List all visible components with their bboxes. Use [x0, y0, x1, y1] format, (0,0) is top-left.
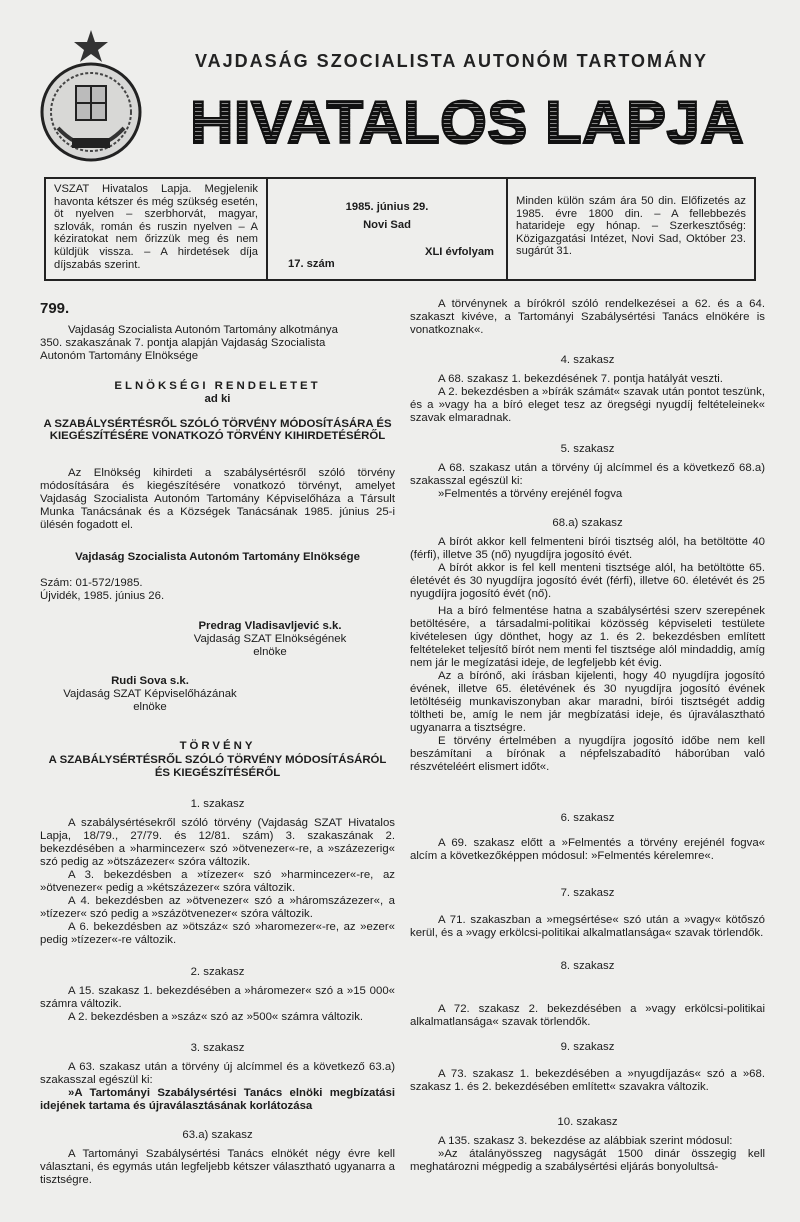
- section-paragraph: »A Tartományi Szabálysértési Tanács elnöki megbízatási idejének tartama és újraválasztásának korlátozása: [40, 1087, 395, 1112]
- section-8: [410, 960, 765, 1029]
- section-paragraph: E törvény értelmében a nyugdíjra jogosító időbe nem kell beszámítani a bírónak a népfelszabadító háborúban való részvételéért elismert időt«.: [410, 735, 765, 773]
- section-3: [40, 1042, 395, 1113]
- section-paragraph: A 2. bekezdésben a »bírák számát« szavak után pontot teszünk, és a »vagy ha a bíró eleget tesz az öregségi nyugdíj feltételeinek« szavak elmaradnak.: [410, 386, 765, 424]
- section-10: [410, 1116, 765, 1174]
- section-paragraph: A 73. szakasz 1. bekezdésében a »nyugdíjazás« szó a »68. szakasz 1. és 2. bekezdésében említett« szavakra változik.: [410, 1068, 765, 1093]
- coat-of-arms-emblem: [38, 28, 144, 164]
- section-heading: 63.a) szakasz: [182, 1129, 253, 1141]
- intro-paragraph: Vajdaság Szocialista Autonóm Tartomány alkotmánya 350. szakaszának 7. pontja alapján Vajdaság Szocialista Autonóm Tartomány Elnöksége: [40, 324, 338, 362]
- reference-number: Szám: 01-572/1985.: [40, 577, 143, 589]
- subscription-notice: Minden külön szám ára 50 din. Előfizetés az 1985. évre 1800 din. – A fellebbezés hatarideje egy hónap. – Szerkesztőség: Közigazgatási Intézet, Novi Sad, Október 23. sugárút 31.: [516, 195, 746, 258]
- section-paragraph: A 2. bekezdésben a »száz« szó az »500« számra változik.: [68, 1011, 364, 1023]
- section-4: [410, 354, 765, 425]
- reference-place-date: Újvidék, 1985. június 26.: [40, 590, 165, 602]
- section-7: [410, 887, 765, 940]
- section-paragraph: A 63. szakasz után a törvény új alcímmel és a következő 63.a) szakasszal egészül ki:: [40, 1061, 395, 1086]
- section-paragraph: A 72. szakasz 2. bekezdésében a »vagy erkölcsi-politikai alkalmatlansága« szavak törlendők.: [410, 1003, 765, 1028]
- section-1: [40, 798, 395, 947]
- section-paragraph: A 4. bekezdésben az »ötvenezer« szó a »háromszázezer«, a »tízezer« szó pedig a »százötvenezer« szóra változik.: [40, 895, 395, 920]
- section-heading: 1. szakasz: [190, 798, 245, 810]
- act-number: 799.: [40, 300, 70, 317]
- section-68a: [410, 517, 765, 774]
- section-heading: 2. szakasz: [190, 966, 245, 978]
- issue-date: 1985. június 29.: [345, 201, 429, 213]
- section-paragraph: A bírót akkor is fel kell menteni tisztsége alól, ha betöltötte 65. életévét és 30 nyugdíjra jogosító évét (férfi), illetve 60. életévét és 25 nyugdíjra jogosító évét (nő).: [410, 562, 765, 600]
- section-paragraph: A Tartományi Szabálysértési Tanács elnökét négy évre kell választani, és egymás után legfeljebb kétszer választható ugyanarra a tisztségre.: [40, 1148, 395, 1186]
- section-paragraph: A 3. bekezdésben a »tízezer« szó »harmincezer«-re, az »ötvenezer« pedig a »kétszázezer« szóra változik.: [40, 869, 395, 894]
- section-heading: 10. szakasz: [557, 1116, 618, 1128]
- section-6: [410, 812, 765, 863]
- section-paragraph: Ha a bíró felmentése hatna a szabálysértési szerv szerepének betöltésére, a társadalmi-politikai közösség képviseleti testülete kivételesen úgy dönthet, hogy az 1. és 2. bekezdésben említett feltételeket teljesítő bírót nem menti fel tisztsége alól mindaddig, amíg nem jár le megízatási ideje, de legfeljebb két évig.: [410, 605, 765, 669]
- publication-info-box: [44, 177, 756, 281]
- signatory-name: Rudi Sova s.k.: [111, 675, 189, 687]
- section-paragraph: A 68. szakasz után a törvény új alcímmel és a következő 68.a) szakasszal egészül ki:: [410, 462, 765, 487]
- section-paragraph: A 69. szakasz előtt a »Felmentés a törvény erejénél fogva« alcím a következőképpen módosul: »Felmentés kérelemre«.: [410, 837, 765, 862]
- section-63a: [40, 1129, 395, 1187]
- section-paragraph: A 6. bekezdésben az »ötszáz« szó »haromezer«-re, az »ezer« pedig »tízezer«-re változik.: [40, 921, 395, 946]
- law-title: A SZABÁLYSÉRTÉSRŐL SZÓLÓ TÖRVÉNY MÓDOSÍTÁSÁRÓL ÉS KIEGÉSZÍTÉSÉRŐL: [48, 754, 387, 779]
- section-heading: 4. szakasz: [560, 354, 615, 366]
- section-5: [410, 443, 765, 501]
- decree-title: A SZABÁLYSÉRTÉSRŐL SZÓLÓ TÖRVÉNY MÓDOSÍTÁSÁRA ÉS KIEGÉSZÍTÉSÉRE VONATKOZÓ TÖRVÉNY KIHIRDETÉSÉRŐL: [43, 418, 392, 442]
- signatory-role: Vajdaság SZAT Képviselőházának: [63, 688, 237, 700]
- promulgation-paragraph: Az Elnökség kihirdeti a szabálysértésről szóló törvény módosítására és kiegészítésére vonatkozó törvényt, amelyet Vajdaság Szocialista Autonóm Tartomány Képviselőháza a Társult Munka Tanácsának és a Községek Tanácsának 1985. június 25-i ülésén fogadott el.: [40, 467, 395, 531]
- section-paragraph: A bírót akkor kell felmenteni bírói tisztség alól, ha betöltötte 40 (férfi), illetve 35 (nő) nyugdíjra jogosító évét.: [410, 536, 765, 561]
- decree-subheading: ad ki: [204, 393, 231, 405]
- decree-heading: ELNÖKSÉGI RENDELETET: [114, 380, 321, 392]
- signatory-title: elnöke: [253, 646, 287, 658]
- section-heading: 7. szakasz: [560, 887, 615, 899]
- signatory-title: elnöke: [133, 701, 167, 713]
- masthead-title: HIVATALOS LAPJA: [190, 80, 760, 166]
- section-paragraph: Az a bírónő, aki írásban kijelenti, hogy 40 nyugdíjra jogosító évének, illetve 65. életévének és 30 nyugdíjra jogosító évének letöltéséig munkaviszonyban akar maradni, bírói tisztségét addig töltheti be, amíg le nem jár megbízatási ideje, és újraválasztható ugyanarra a tisztségre.: [410, 670, 765, 734]
- signature-block-1: [40, 620, 395, 659]
- section-paragraph: A szabálysértésekről szóló törvény (Vajdaság SZAT Hivatalos Lapja, 18/79., 27/79. és 12/81. szám) 3. szakaszának 2. bekezdésében a »harmincezer« szó »ötvenezer«-re, a »százezerig« szó pedig az »ötszázezer« szóra változik.: [40, 817, 395, 868]
- signatory-name: Predrag Vladisavljević s.k.: [198, 620, 342, 632]
- issue-volume: XLI évfolyam: [424, 246, 494, 258]
- section-heading: 68.a) szakasz: [552, 517, 623, 529]
- continuation-paragraph: A törvénynek a bírókról szóló rendelkezései a 62. és a 64. szakaszt kivéve, a Tartományi Szabálysértési Tanács elnökére is vonatkoznak«.: [410, 298, 765, 336]
- issue-city: Novi Sad: [363, 219, 411, 231]
- section-paragraph: A 68. szakasz 1. bekezdésének 7. pontja hatályát veszti.: [438, 373, 723, 385]
- section-paragraph: A 135. szakasz 3. bekezdése az alábbiak szerint módosul:: [438, 1135, 733, 1147]
- section-heading: 8. szakasz: [560, 960, 615, 972]
- law-heading: TÖRVÉNY: [179, 740, 256, 752]
- masthead-supertitle: VAJDASÁG SZOCIALISTA AUTONÓM TARTOMÁNY: [195, 51, 709, 71]
- section-heading: 5. szakasz: [560, 443, 615, 455]
- section-heading: 3. szakasz: [190, 1042, 245, 1054]
- signatory-role: Vajdaság SZAT Elnökségének: [193, 633, 347, 645]
- issue-details: [268, 179, 508, 279]
- section-paragraph: »Felmentés a törvény erejénél fogva: [438, 488, 623, 500]
- section-9: [410, 1041, 765, 1094]
- section-paragraph: A 15. szakasz 1. bekezdésében a »háromezer« szó a »15 000« számra változik.: [40, 985, 395, 1010]
- signature-block-2: [40, 675, 395, 714]
- section-paragraph: »Az átalányösszeg nagyságát 1500 dinár összegig kell meghatározni mégpedig a szabálysértési eljárás bonyolultsá-: [410, 1148, 765, 1173]
- section-heading: 9. szakasz: [560, 1041, 615, 1053]
- publication-notice: VSZAT Hivatalos Lapja. Megjelenik havonta kétszer és még szükség esetén, öt nyelven – szerbhorvát, magyar, szlovák, román és ruszin nyelven – A kéziratokat nem őrizzük meg és nem küldjük vissza. – A hirdetések díja díjszabás szerint.: [46, 179, 268, 279]
- section-2: [40, 966, 395, 1024]
- presidency-name: Vajdaság Szocialista Autonóm Tartomány Elnöksége: [75, 551, 360, 563]
- section-heading: 6. szakasz: [560, 812, 615, 824]
- issue-number: 17. szám: [288, 258, 335, 270]
- section-paragraph: A 71. szakaszban a »megsértése« szó után a »vagy« kötőszó kerül, és a »vagy erkölcsi-politikai alkalmatlansága« szavak törlendők.: [410, 914, 765, 939]
